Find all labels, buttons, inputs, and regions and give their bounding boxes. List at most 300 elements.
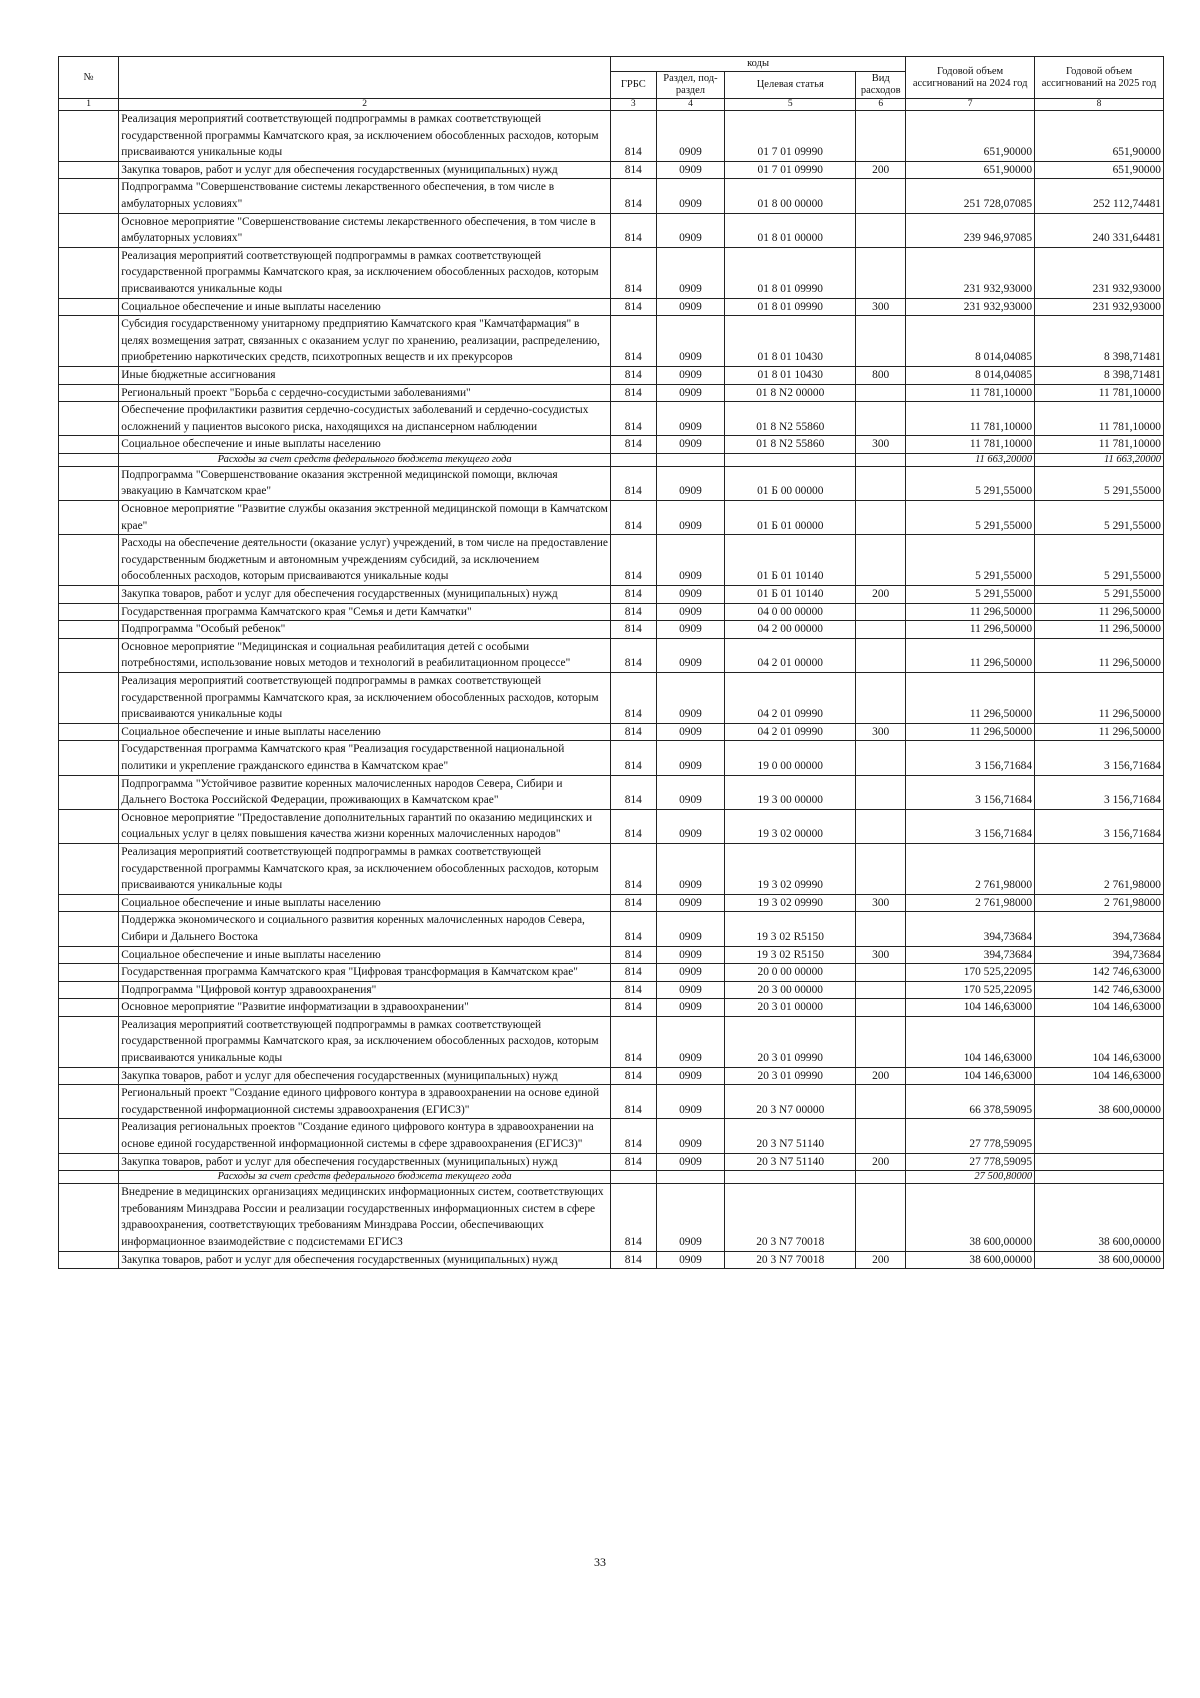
cell-no bbox=[59, 809, 119, 843]
cell-y2024: 104 146,63000 bbox=[906, 1067, 1035, 1085]
cell-no bbox=[59, 247, 119, 298]
cell-grbs: 814 bbox=[610, 621, 656, 639]
cell-razdel: 0909 bbox=[656, 384, 725, 402]
cell-razdel: 0909 bbox=[656, 894, 725, 912]
cell-name: Закупка товаров, работ и услуг для обеспечения государственных (муниципальных) нужд bbox=[119, 586, 611, 604]
cell-cs: 04 2 01 00000 bbox=[725, 638, 856, 672]
cell-vr: 200 bbox=[856, 161, 906, 179]
table-row bbox=[59, 775, 1164, 809]
cell-name: Расходы за счет средств федерального бюджета текущего года bbox=[119, 1171, 611, 1184]
table-body bbox=[59, 99, 1164, 1269]
cell-y2024: 8 014,04085 bbox=[906, 316, 1035, 367]
cell-name: Реализация мероприятий соответствующей подпрограммы в рамках соответствующей государственной программы Камчатского края, за исключением обособленных расходов, которым присваиваются уникальные коды bbox=[119, 673, 611, 724]
cell-razdel bbox=[656, 453, 725, 466]
cell-razdel: 0909 bbox=[656, 621, 725, 639]
cell-y2025: 104 146,63000 bbox=[1035, 1016, 1164, 1067]
cell-y2025: 38 600,00000 bbox=[1035, 1184, 1164, 1251]
cell-y2025: 38 600,00000 bbox=[1035, 1085, 1164, 1119]
table-row bbox=[59, 964, 1164, 982]
cell-no bbox=[59, 964, 119, 982]
cell-y2025: 3 156,71684 bbox=[1035, 775, 1164, 809]
cell-razdel: 0909 bbox=[656, 638, 725, 672]
cell-y2025: 651,90000 bbox=[1035, 161, 1164, 179]
table-row bbox=[59, 298, 1164, 316]
cell-no bbox=[59, 466, 119, 500]
cell-y2024: 5 291,55000 bbox=[906, 535, 1035, 586]
cell-grbs: 814 bbox=[610, 912, 656, 946]
cell-vr bbox=[856, 999, 906, 1017]
cell-no bbox=[59, 603, 119, 621]
cell-grbs: 814 bbox=[610, 741, 656, 775]
cell-name: Поддержка экономического и социального развития коренных малочисленных народов Севера, Сибири и Дальнего Востока bbox=[119, 912, 611, 946]
cell-name: Основное мероприятие "Развитие информатизации в здравоохранении" bbox=[119, 999, 611, 1017]
table-row bbox=[59, 1184, 1164, 1251]
cell-y2024: 5 291,55000 bbox=[906, 501, 1035, 535]
cell-no bbox=[59, 436, 119, 454]
cell-vr bbox=[856, 247, 906, 298]
cell-name: Закупка товаров, работ и услуг для обеспечения государственных (муниципальных) нужд bbox=[119, 1251, 611, 1269]
cell-grbs: 814 bbox=[610, 894, 656, 912]
cell-razdel: 0909 bbox=[656, 999, 725, 1017]
cell-cs: 19 0 00 00000 bbox=[725, 741, 856, 775]
cell-name: Закупка товаров, работ и услуг для обеспечения государственных (муниципальных) нужд bbox=[119, 1153, 611, 1171]
cell-vr bbox=[856, 402, 906, 436]
cell-name: Социальное обеспечение и иные выплаты населению bbox=[119, 723, 611, 741]
cell-cs: 20 3 00 00000 bbox=[725, 981, 856, 999]
cell-grbs: 814 bbox=[610, 213, 656, 247]
cell-y2024: 104 146,63000 bbox=[906, 999, 1035, 1017]
cell-name: Основное мероприятие "Медицинская и социальная реабилитация детей с особыми потребностями, использование новых методов и технологий в реабилитационном процессе" bbox=[119, 638, 611, 672]
table-row bbox=[59, 912, 1164, 946]
cell-grbs: 814 bbox=[610, 723, 656, 741]
cell-y2024: 170 525,22095 bbox=[906, 964, 1035, 982]
table-row bbox=[59, 603, 1164, 621]
cell-razdel: 0909 bbox=[656, 603, 725, 621]
cell-y2024: 11 296,50000 bbox=[906, 673, 1035, 724]
cell-y2024: 11 663,20000 bbox=[906, 453, 1035, 466]
cell-y2024: 11 781,10000 bbox=[906, 384, 1035, 402]
cell-y2024: 11 296,50000 bbox=[906, 638, 1035, 672]
cell-y2025: 5 291,55000 bbox=[1035, 586, 1164, 604]
cell-vr: 300 bbox=[856, 723, 906, 741]
cell-name: Обеспечение профилактики развития сердечно-сосудистых заболеваний и сердечно-сосудистых осложнений у пациентов высокого риска, находящихся на диспансерном наблюдении bbox=[119, 402, 611, 436]
cell-cs: 01 8 01 00000 bbox=[725, 213, 856, 247]
cell-vr bbox=[856, 603, 906, 621]
cell-vr bbox=[856, 111, 906, 162]
table-row bbox=[59, 638, 1164, 672]
cell-no bbox=[59, 843, 119, 894]
cell-vr bbox=[856, 1085, 906, 1119]
header-razdel: Раздел, под-раздел bbox=[656, 72, 725, 99]
cell-y2025: 240 331,64481 bbox=[1035, 213, 1164, 247]
cell-y2024: 3 156,71684 bbox=[906, 809, 1035, 843]
cell-razdel: 0909 bbox=[656, 775, 725, 809]
cell-vr bbox=[856, 741, 906, 775]
cell-cs: 20 3 01 09990 bbox=[725, 1067, 856, 1085]
cell-grbs: 814 bbox=[610, 535, 656, 586]
cell-y2025: 3 156,71684 bbox=[1035, 809, 1164, 843]
cell-grbs: 814 bbox=[610, 366, 656, 384]
cell-grbs: 814 bbox=[610, 638, 656, 672]
cell-razdel bbox=[656, 1171, 725, 1184]
table-row bbox=[59, 1016, 1164, 1067]
header-y2025: Годовой объем ассигнований на 2025 год bbox=[1035, 57, 1164, 99]
cell-no bbox=[59, 366, 119, 384]
cell-vr: 200 bbox=[856, 1153, 906, 1171]
cell-name: Реализация мероприятий соответствующей подпрограммы в рамках соответствующей государственной программы Камчатского края, за исключением обособленных расходов, которым присваиваются уникальные коды bbox=[119, 247, 611, 298]
cell-razdel: 0909 bbox=[656, 1184, 725, 1251]
cell-y2024: 11 781,10000 bbox=[906, 402, 1035, 436]
cell-razdel: 0909 bbox=[656, 466, 725, 500]
cell-name: Подпрограмма "Особый ребенок" bbox=[119, 621, 611, 639]
cell-grbs: 814 bbox=[610, 809, 656, 843]
cell-vr bbox=[856, 621, 906, 639]
cell-name: Реализация мероприятий соответствующей подпрограммы в рамках соответствующей государственной программы Камчатского края, за исключением обособленных расходов, которым присваиваются уникальные коды bbox=[119, 111, 611, 162]
cell-razdel: 0909 bbox=[656, 213, 725, 247]
table-row bbox=[59, 402, 1164, 436]
cell-grbs: 814 bbox=[610, 1184, 656, 1251]
cell-razdel: 0909 bbox=[656, 981, 725, 999]
cell-razdel: 0909 bbox=[656, 1016, 725, 1067]
cell-no bbox=[59, 999, 119, 1017]
table-row bbox=[59, 436, 1164, 454]
cell-no bbox=[59, 111, 119, 162]
cell-y2024: 104 146,63000 bbox=[906, 1016, 1035, 1067]
cell-vr bbox=[856, 316, 906, 367]
cell-grbs: 814 bbox=[610, 501, 656, 535]
table-row bbox=[59, 843, 1164, 894]
cell-y2025: 104 146,63000 bbox=[1035, 999, 1164, 1017]
colnum-2: 2 bbox=[119, 99, 611, 111]
cell-no bbox=[59, 775, 119, 809]
cell-vr: 300 bbox=[856, 946, 906, 964]
cell-vr: 200 bbox=[856, 1251, 906, 1269]
table-row bbox=[59, 213, 1164, 247]
cell-name: Расходы за счет средств федерального бюджета текущего года bbox=[119, 453, 611, 466]
table-row bbox=[59, 1119, 1164, 1153]
cell-y2025: 8 398,71481 bbox=[1035, 316, 1164, 367]
cell-name: Основное мероприятие "Развитие службы оказания экстренной медицинской помощи в Камчатском крае" bbox=[119, 501, 611, 535]
table-row bbox=[59, 247, 1164, 298]
cell-razdel: 0909 bbox=[656, 946, 725, 964]
cell-y2025: 651,90000 bbox=[1035, 111, 1164, 162]
cell-vr: 300 bbox=[856, 436, 906, 454]
cell-cs: 19 3 02 R5150 bbox=[725, 946, 856, 964]
cell-cs bbox=[725, 453, 856, 466]
table-row bbox=[59, 535, 1164, 586]
cell-y2024: 231 932,93000 bbox=[906, 298, 1035, 316]
cell-y2024: 66 378,59095 bbox=[906, 1085, 1035, 1119]
cell-y2025: 38 600,00000 bbox=[1035, 1251, 1164, 1269]
cell-y2024: 5 291,55000 bbox=[906, 466, 1035, 500]
cell-no bbox=[59, 1153, 119, 1171]
cell-y2025: 2 761,98000 bbox=[1035, 894, 1164, 912]
cell-grbs: 814 bbox=[610, 402, 656, 436]
cell-no bbox=[59, 1184, 119, 1251]
cell-y2025: 231 932,93000 bbox=[1035, 298, 1164, 316]
table-row bbox=[59, 179, 1164, 213]
cell-grbs: 814 bbox=[610, 843, 656, 894]
cell-no bbox=[59, 213, 119, 247]
cell-y2024: 27 778,59095 bbox=[906, 1153, 1035, 1171]
cell-no bbox=[59, 453, 119, 466]
budget-table bbox=[58, 56, 1164, 1269]
cell-cs: 19 3 02 R5150 bbox=[725, 912, 856, 946]
cell-no bbox=[59, 1085, 119, 1119]
cell-y2024: 27 778,59095 bbox=[906, 1119, 1035, 1153]
cell-y2025: 11 663,20000 bbox=[1035, 453, 1164, 466]
cell-no bbox=[59, 535, 119, 586]
cell-y2024: 2 761,98000 bbox=[906, 843, 1035, 894]
cell-name: Социальное обеспечение и иные выплаты населению bbox=[119, 298, 611, 316]
header-no: № bbox=[59, 57, 119, 99]
cell-cs: 20 3 N7 51140 bbox=[725, 1153, 856, 1171]
cell-cs: 20 3 N7 00000 bbox=[725, 1085, 856, 1119]
cell-grbs: 814 bbox=[610, 1119, 656, 1153]
cell-razdel: 0909 bbox=[656, 586, 725, 604]
cell-y2025: 252 112,74481 bbox=[1035, 179, 1164, 213]
cell-no bbox=[59, 723, 119, 741]
cell-y2025: 11 781,10000 bbox=[1035, 402, 1164, 436]
cell-grbs: 814 bbox=[610, 384, 656, 402]
cell-no bbox=[59, 946, 119, 964]
cell-y2025: 394,73684 bbox=[1035, 912, 1164, 946]
cell-grbs: 814 bbox=[610, 161, 656, 179]
cell-razdel: 0909 bbox=[656, 912, 725, 946]
cell-name: Подпрограмма "Совершенствование оказания экстренной медицинской помощи, включая эвакуацию в Камчатском крае" bbox=[119, 466, 611, 500]
cell-name: Подпрограмма "Цифровой контур здравоохранения" bbox=[119, 981, 611, 999]
cell-no bbox=[59, 1171, 119, 1184]
cell-cs bbox=[725, 1171, 856, 1184]
cell-cs: 20 0 00 00000 bbox=[725, 964, 856, 982]
cell-vr: 200 bbox=[856, 1067, 906, 1085]
cell-razdel: 0909 bbox=[656, 1067, 725, 1085]
cell-grbs: 814 bbox=[610, 964, 656, 982]
cell-no bbox=[59, 673, 119, 724]
cell-cs: 19 3 00 00000 bbox=[725, 775, 856, 809]
cell-no bbox=[59, 384, 119, 402]
cell-cs: 01 8 00 00000 bbox=[725, 179, 856, 213]
colnum-4: 4 bbox=[656, 99, 725, 111]
cell-cs: 01 Б 01 10140 bbox=[725, 535, 856, 586]
cell-y2024: 651,90000 bbox=[906, 161, 1035, 179]
cell-cs: 01 Б 01 10140 bbox=[725, 586, 856, 604]
cell-name: Государственная программа Камчатского края "Цифровая трансформация в Камчатском крае" bbox=[119, 964, 611, 982]
cell-vr bbox=[856, 775, 906, 809]
cell-y2025 bbox=[1035, 1119, 1164, 1153]
colnum-6: 6 bbox=[856, 99, 906, 111]
cell-cs: 01 Б 00 00000 bbox=[725, 466, 856, 500]
cell-y2024: 8 014,04085 bbox=[906, 366, 1035, 384]
cell-name: Социальное обеспечение и иные выплаты населению bbox=[119, 436, 611, 454]
cell-y2025: 142 746,63000 bbox=[1035, 964, 1164, 982]
cell-razdel: 0909 bbox=[656, 964, 725, 982]
cell-y2024: 2 761,98000 bbox=[906, 894, 1035, 912]
table-row bbox=[59, 161, 1164, 179]
cell-name: Закупка товаров, работ и услуг для обеспечения государственных (муниципальных) нужд bbox=[119, 1067, 611, 1085]
budget-sheet bbox=[58, 56, 1164, 1269]
cell-y2025 bbox=[1035, 1171, 1164, 1184]
cell-name: Государственная программа Камчатского края "Реализация государственной национальной политики и укрепление гражданского единства в Камчатском крае" bbox=[119, 741, 611, 775]
cell-razdel: 0909 bbox=[656, 501, 725, 535]
cell-grbs bbox=[610, 453, 656, 466]
cell-cs: 01 7 01 09990 bbox=[725, 161, 856, 179]
table-row bbox=[59, 673, 1164, 724]
column-number-row bbox=[59, 99, 1164, 111]
header-codes: коды bbox=[610, 57, 905, 72]
cell-cs: 04 2 00 00000 bbox=[725, 621, 856, 639]
cell-y2024: 394,73684 bbox=[906, 912, 1035, 946]
cell-razdel: 0909 bbox=[656, 723, 725, 741]
cell-name: Иные бюджетные ассигнования bbox=[119, 366, 611, 384]
cell-name: Основное мероприятие "Совершенствование системы лекарственного обеспечения, в том числе в амбулаторных условиях" bbox=[119, 213, 611, 247]
cell-no bbox=[59, 1016, 119, 1067]
cell-vr bbox=[856, 1016, 906, 1067]
header-name bbox=[119, 57, 611, 99]
cell-vr bbox=[856, 453, 906, 466]
page-number: 33 bbox=[594, 1555, 606, 1569]
table-row bbox=[59, 894, 1164, 912]
cell-y2024: 11 296,50000 bbox=[906, 603, 1035, 621]
cell-cs: 01 7 01 09990 bbox=[725, 111, 856, 162]
cell-y2024: 170 525,22095 bbox=[906, 981, 1035, 999]
cell-cs: 01 8 01 09990 bbox=[725, 298, 856, 316]
cell-vr bbox=[856, 1184, 906, 1251]
table-row bbox=[59, 946, 1164, 964]
cell-vr bbox=[856, 1171, 906, 1184]
cell-grbs: 814 bbox=[610, 111, 656, 162]
cell-y2025: 5 291,55000 bbox=[1035, 501, 1164, 535]
table-row bbox=[59, 111, 1164, 162]
cell-y2025: 8 398,71481 bbox=[1035, 366, 1164, 384]
cell-vr bbox=[856, 535, 906, 586]
cell-no bbox=[59, 161, 119, 179]
cell-y2025: 2 761,98000 bbox=[1035, 843, 1164, 894]
cell-y2024: 38 600,00000 bbox=[906, 1184, 1035, 1251]
cell-name: Основное мероприятие "Предоставление дополнительных гарантий по оказанию медицинских и социальных услуг в целях повышения качества жизни коренных малочисленных народов" bbox=[119, 809, 611, 843]
cell-razdel: 0909 bbox=[656, 111, 725, 162]
cell-y2024: 38 600,00000 bbox=[906, 1251, 1035, 1269]
header-celevaya: Целевая статья bbox=[725, 72, 856, 99]
cell-grbs: 814 bbox=[610, 999, 656, 1017]
cell-name: Внедрение в медицинских организациях медицинских информационных систем, соответствующих требованиям Минздрава России и реализации государственных информационных систем в сфере здравоохранения, соответствующих требованиям Минздрава России, обеспечивающих информационное взаимодействие с подсистемами ЕГИСЗ bbox=[119, 1184, 611, 1251]
cell-cs: 01 8 01 10430 bbox=[725, 316, 856, 367]
cell-razdel: 0909 bbox=[656, 1153, 725, 1171]
cell-name: Субсидия государственному унитарному предприятию Камчатского края "Камчатфармация" в целях возмещения затрат, связанных с оказанием услуг по хранению, реализации, распределению, приобретению наркотических средств, психотропных веществ и их прекурсоров bbox=[119, 316, 611, 367]
colnum-8: 8 bbox=[1035, 99, 1164, 111]
cell-name: Реализация мероприятий соответствующей подпрограммы в рамках соответствующей государственной программы Камчатского края, за исключением обособленных расходов, которым присваиваются уникальные коды bbox=[119, 1016, 611, 1067]
cell-vr bbox=[856, 964, 906, 982]
cell-y2025: 231 932,93000 bbox=[1035, 247, 1164, 298]
cell-no bbox=[59, 316, 119, 367]
cell-grbs bbox=[610, 1171, 656, 1184]
cell-y2025: 11 781,10000 bbox=[1035, 384, 1164, 402]
cell-y2025: 11 781,10000 bbox=[1035, 436, 1164, 454]
cell-no bbox=[59, 638, 119, 672]
cell-cs: 20 3 01 00000 bbox=[725, 999, 856, 1017]
table-row bbox=[59, 621, 1164, 639]
cell-name: Реализация мероприятий соответствующей подпрограммы в рамках соответствующей государственной программы Камчатского края, за исключением обособленных расходов, которым присваиваются уникальные коды bbox=[119, 843, 611, 894]
cell-grbs: 814 bbox=[610, 1085, 656, 1119]
cell-cs: 20 3 N7 70018 bbox=[725, 1251, 856, 1269]
cell-grbs: 814 bbox=[610, 179, 656, 213]
cell-name: Расходы на обеспечение деятельности (оказание услуг) учреждений, в том числе на предоставление государственным бюджетным и автономным учреждениям субсидий, за исключением обособленных расходов, которым присваиваются уникальные коды bbox=[119, 535, 611, 586]
table-row bbox=[59, 1251, 1164, 1269]
cell-y2024: 3 156,71684 bbox=[906, 775, 1035, 809]
cell-cs: 19 3 02 09990 bbox=[725, 894, 856, 912]
table-row bbox=[59, 366, 1164, 384]
cell-no bbox=[59, 1119, 119, 1153]
table-row bbox=[59, 999, 1164, 1017]
cell-grbs: 814 bbox=[610, 247, 656, 298]
cell-cs: 01 8 N2 00000 bbox=[725, 384, 856, 402]
cell-no bbox=[59, 621, 119, 639]
cell-y2024: 11 296,50000 bbox=[906, 621, 1035, 639]
cell-y2024: 11 781,10000 bbox=[906, 436, 1035, 454]
table-row bbox=[59, 316, 1164, 367]
cell-vr bbox=[856, 673, 906, 724]
cell-vr bbox=[856, 1119, 906, 1153]
cell-y2025: 3 156,71684 bbox=[1035, 741, 1164, 775]
cell-y2024: 651,90000 bbox=[906, 111, 1035, 162]
cell-grbs: 814 bbox=[610, 466, 656, 500]
cell-y2025: 11 296,50000 bbox=[1035, 723, 1164, 741]
cell-cs: 20 3 01 09990 bbox=[725, 1016, 856, 1067]
cell-no bbox=[59, 912, 119, 946]
header-grbs: ГРБС bbox=[610, 72, 656, 99]
cell-razdel: 0909 bbox=[656, 298, 725, 316]
cell-grbs: 814 bbox=[610, 1016, 656, 1067]
cell-razdel: 0909 bbox=[656, 1251, 725, 1269]
table-row bbox=[59, 586, 1164, 604]
cell-cs: 19 3 02 00000 bbox=[725, 809, 856, 843]
cell-cs: 04 2 01 09990 bbox=[725, 723, 856, 741]
cell-grbs: 814 bbox=[610, 946, 656, 964]
cell-grbs: 814 bbox=[610, 981, 656, 999]
federal-funds-row bbox=[59, 453, 1164, 466]
table-row bbox=[59, 741, 1164, 775]
cell-vr bbox=[856, 981, 906, 999]
cell-y2025: 104 146,63000 bbox=[1035, 1067, 1164, 1085]
cell-y2024: 251 728,07085 bbox=[906, 179, 1035, 213]
cell-vr bbox=[856, 809, 906, 843]
cell-no bbox=[59, 894, 119, 912]
cell-razdel: 0909 bbox=[656, 436, 725, 454]
cell-razdel: 0909 bbox=[656, 316, 725, 367]
cell-no bbox=[59, 402, 119, 436]
table-row bbox=[59, 1153, 1164, 1171]
header-y2024: Годовой объем ассигнований на 2024 год bbox=[906, 57, 1035, 99]
table-row bbox=[59, 501, 1164, 535]
cell-grbs: 814 bbox=[610, 1251, 656, 1269]
cell-grbs: 814 bbox=[610, 298, 656, 316]
cell-name: Региональный проект "Борьба с сердечно-сосудистыми заболеваниями" bbox=[119, 384, 611, 402]
cell-cs: 01 8 01 09990 bbox=[725, 247, 856, 298]
cell-no bbox=[59, 501, 119, 535]
cell-y2024: 27 500,80000 bbox=[906, 1171, 1035, 1184]
cell-no bbox=[59, 586, 119, 604]
colnum-7: 7 bbox=[906, 99, 1035, 111]
cell-name: Региональный проект "Создание единого цифрового контура в здравоохранении на основе единой государственной информационной системы здравоохранения (ЕГИСЗ)" bbox=[119, 1085, 611, 1119]
cell-razdel: 0909 bbox=[656, 843, 725, 894]
cell-vr bbox=[856, 213, 906, 247]
cell-grbs: 814 bbox=[610, 316, 656, 367]
cell-no bbox=[59, 981, 119, 999]
table-row bbox=[59, 384, 1164, 402]
cell-cs: 19 3 02 09990 bbox=[725, 843, 856, 894]
colnum-5: 5 bbox=[725, 99, 856, 111]
cell-name: Социальное обеспечение и иные выплаты населению bbox=[119, 946, 611, 964]
